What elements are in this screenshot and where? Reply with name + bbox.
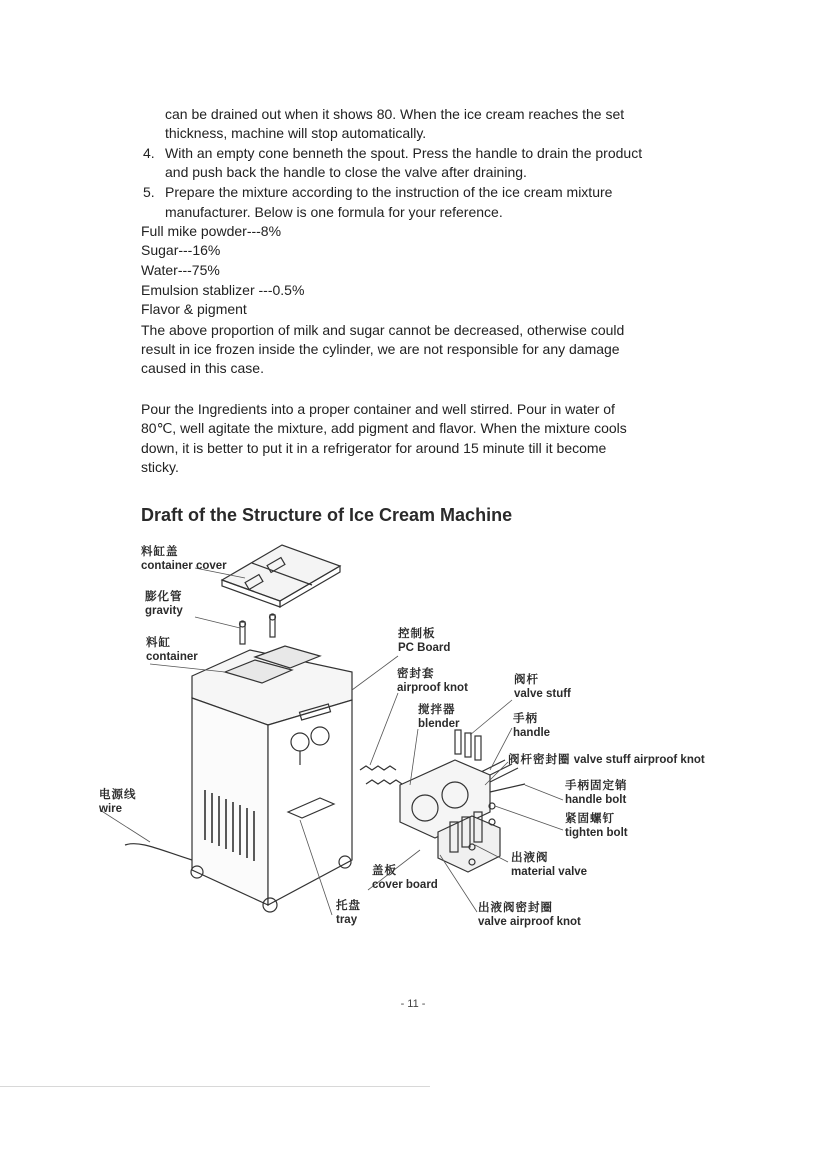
label-en: container cover — [141, 560, 227, 572]
label-airproof-knot — [397, 667, 468, 695]
label-zh: 出液阀密封圈 — [478, 902, 553, 914]
label-valve-airproof-knot — [478, 901, 581, 929]
label-en: handle bolt — [565, 794, 627, 806]
label-en: gravity — [145, 605, 183, 617]
label-valve-stuff — [514, 673, 571, 701]
warning-line: caused in this case. — [141, 360, 264, 376]
step-3-line-1: can be drained out when it shows 80. When the ice cream reaches the set — [165, 106, 625, 122]
label-zh: 料缸 — [146, 637, 171, 649]
pour-line: 80℃, well agitate the mixture, add pigment and flavor. When the mixture cools — [141, 420, 627, 436]
label-en: tray — [336, 914, 358, 926]
warning-line: result in ice frozen inside the cylinder, we are not responsible for any damage — [141, 341, 620, 357]
warning-line: The above proportion of milk and sugar cannot be decreased, otherwise could — [141, 322, 625, 338]
label-blender — [418, 703, 460, 731]
gravity-tubes-drawing — [240, 614, 276, 644]
label-en: material valve — [511, 866, 588, 878]
exploded-parts-drawing — [360, 730, 525, 872]
step-5-line-1: Prepare the mixture according to the instruction of the ice cream mixture — [165, 184, 613, 200]
label-material-valve — [511, 851, 587, 879]
label-zh: 阀杆 — [514, 674, 539, 686]
label-zh: 出液阀 — [511, 852, 549, 864]
label-zh: 控制板 — [398, 628, 436, 640]
label-zh: 紧固螺钉 — [565, 813, 615, 825]
label-en: airproof knot — [397, 682, 468, 694]
label-container-cover — [141, 545, 227, 573]
label-en: blender — [418, 718, 460, 730]
label-valve-stuff-airproof-knot — [508, 753, 705, 767]
label-zh: 电源线 — [99, 789, 137, 801]
label-zh: 阀杆密封圈 — [508, 754, 571, 766]
label-en: container — [146, 651, 198, 663]
label-tighten-bolt — [565, 812, 628, 840]
pour-line: Pour the Ingredients into a proper container and well stirred. Pour in water of — [141, 401, 615, 417]
label-handle — [513, 712, 550, 740]
label-zh: 膨化管 — [145, 591, 183, 603]
step-5-number: 5. — [143, 184, 155, 200]
step-4-number: 4. — [143, 145, 155, 161]
label-en: handle — [513, 727, 551, 739]
label-gravity — [145, 590, 183, 618]
label-en: PC Board — [398, 642, 451, 654]
container-cover-drawing — [222, 545, 340, 607]
label-tray — [336, 899, 361, 927]
formula-item: Sugar---16% — [141, 242, 221, 258]
label-zh: 手柄固定销 — [565, 780, 628, 792]
step-5-line-2: manufacturer. Below is one formula for your reference. — [165, 204, 503, 220]
label-handle-bolt — [565, 779, 628, 807]
label-zh: 盖板 — [372, 865, 397, 877]
label-en: cover board — [372, 879, 438, 891]
label-container — [146, 636, 198, 664]
diagram-title: Draft of the Structure of Ice Cream Machine — [141, 505, 513, 525]
label-wire — [99, 788, 137, 816]
formula-item: Emulsion stablizer ---0.5% — [141, 282, 305, 298]
label-en: tighten bolt — [565, 827, 628, 839]
pour-line: sticky. — [141, 459, 179, 475]
label-en: valve airproof knot — [478, 916, 581, 928]
label-cover-board — [372, 864, 438, 892]
label-zh: 料缸盖 — [141, 546, 179, 558]
label-zh: 搅拌器 — [418, 704, 456, 716]
step-4-line-1: With an empty cone benneth the spout. Press the handle to drain the product — [165, 145, 643, 161]
step-3-line-2: thickness, machine will stop automatically. — [165, 125, 427, 141]
formula-item: Water---75% — [141, 262, 220, 278]
label-pc-board — [398, 627, 450, 655]
formula-item: Flavor & pigment — [141, 301, 247, 317]
label-zh: 托盘 — [336, 900, 361, 912]
step-4-line-2: and push back the handle to close the valve after draining. — [165, 164, 527, 180]
page-number: - 11 - — [400, 998, 426, 1010]
label-en: valve stuff airproof knot — [573, 754, 705, 766]
label-zh: 手柄 — [513, 713, 538, 725]
scan-divider — [0, 1086, 430, 1087]
label-zh: 密封套 — [397, 668, 435, 680]
pour-line: down, it is better to put it in a refrigerator for around 15 minute till it become — [141, 440, 607, 456]
formula-item: Full mike powder---8% — [141, 223, 282, 239]
label-en: wire — [99, 803, 123, 815]
label-en: valve stuff — [514, 688, 571, 700]
